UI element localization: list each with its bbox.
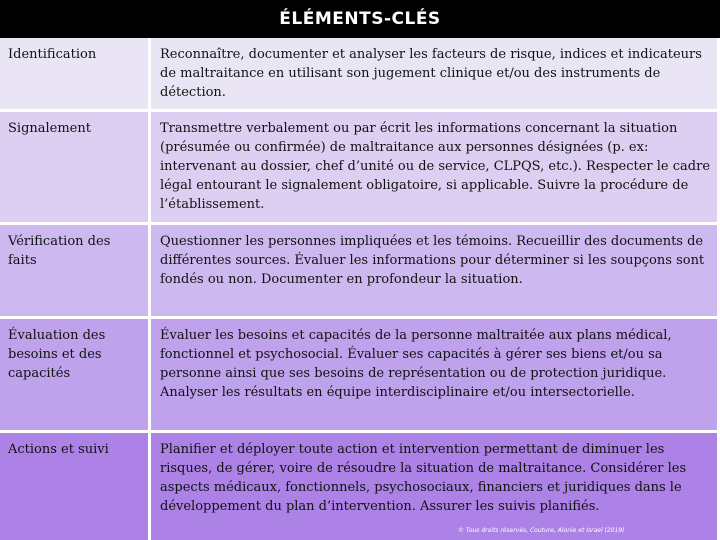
- table-row: [0, 111, 719, 224]
- row-label: Identification: [0, 38, 150, 111]
- table-row: [0, 38, 719, 111]
- row-label: Vérification des faits: [0, 224, 150, 318]
- row-description: Reconnaître, documenter et analyser les facteurs de risque, indices et indicateurs de maltraitance en utilisant son jugement clinique et/ou des instruments de détection.: [150, 38, 719, 111]
- table-row: [0, 432, 719, 540]
- table-row: [0, 318, 719, 432]
- table-row: [0, 224, 719, 318]
- row-description: Questionner les personnes impliquées et les témoins. Recueillir des documents de différentes sources. Évaluer les informations pour déterminer si les soupçons sont fondés ou non. Documenter en profondeur la situation.: [150, 224, 719, 318]
- row-label: Évaluation des besoins et des capacités: [0, 318, 150, 432]
- row-label: Actions et suivi: [0, 432, 150, 540]
- page-title: ÉLÉMENTS-CLÉS: [0, 0, 720, 38]
- row-label: Signalement: [0, 111, 150, 224]
- row-description: Planifier et déployer toute action et intervention permettant de diminuer les risques, de gérer, voire de résoudre la situation de maltraitance. Considérer les aspects médicaux, fonctionnels, psychosociaux, financiers et juridiques dans le développement du plan d’intervention. Assurer les suivis planifiés.: [150, 432, 719, 540]
- copyright-note: © Tous droits réservés, Couture, Alonie et Israel (2019): [458, 527, 625, 534]
- row-description: Transmettre verbalement ou par écrit les informations concernant la situation (présumée ou confirmée) de maltraitance aux personnes désignées (p. ex: intervenant au dossier, chef d’unité ou de service, CLPQS, etc.). Respecter le cadre légal entourant le signalement obligatoire, si applicable. Suivre la procédure de l’établissement.: [150, 111, 719, 224]
- key-elements-table: [0, 38, 720, 540]
- row-description: Évaluer les besoins et capacités de la personne maltraitée aux plans médical, fonctionnel et psychosocial. Évaluer ses capacités à gérer ses biens et/ou sa personne ainsi que ses besoins de représentation ou de protection juridique. Analyser les résultats en équipe interdisciplinaire et/ou intersectorielle.: [150, 318, 719, 432]
